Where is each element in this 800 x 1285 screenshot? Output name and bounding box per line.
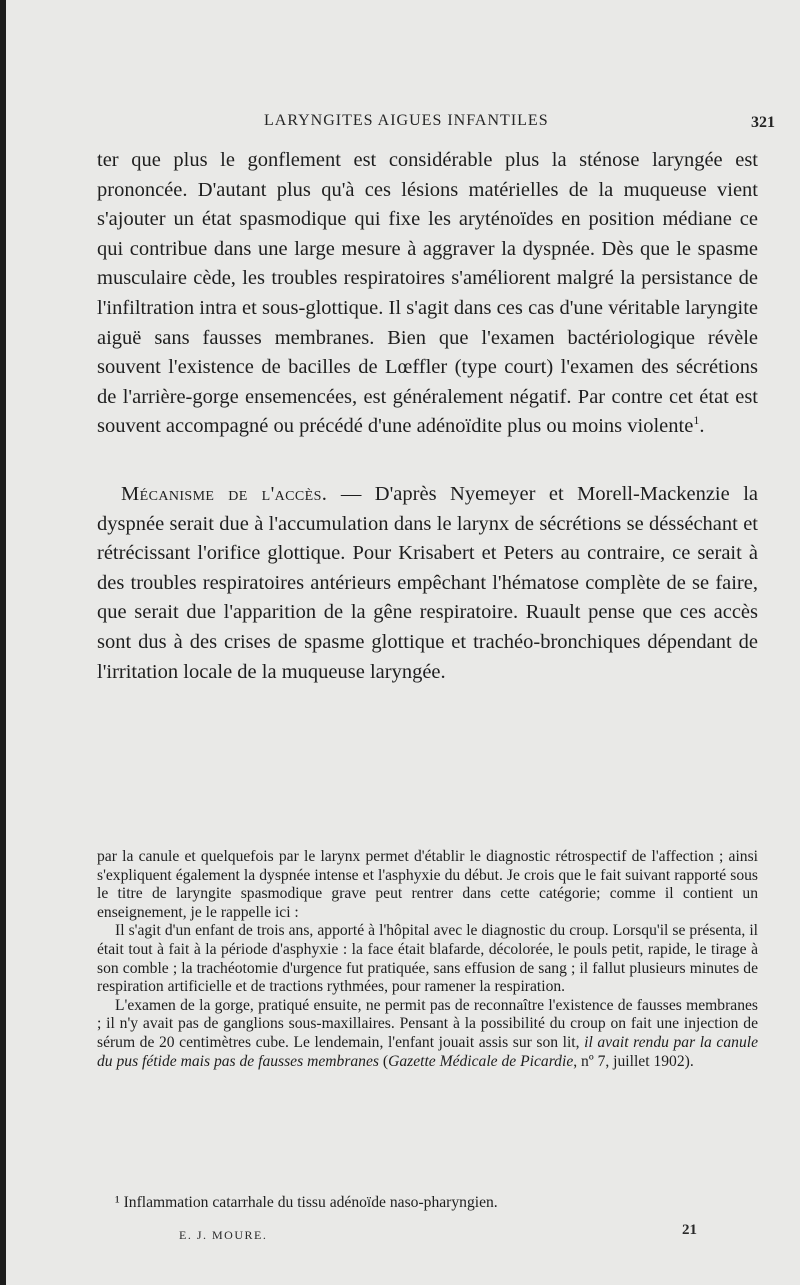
paragraph-text: — D'après Nyemeyer et Morell-Mackenzie la dyspnée serait due à l'accumulation dans le larynx de sécrétions se désséchant et rétrécissant l'orifice glottique. Pour Krisabert et Peters au contraire, ce serait à des troubles respiratoires antérieurs empêchant l'hématose complète de se faire, que serait due l'apparition de la gêne respiratoire. Ruault pense que ces accès sont dus à des crises de spasme glottique et trachéo-bronchiques dépendant de l'irritation locale de la muqueuse laryngée. (97, 482, 758, 683)
body-paragraph (97, 480, 758, 687)
running-head (6, 112, 800, 136)
footnote-paragraph (97, 997, 758, 1071)
footnote-text: L'examen de la gorge, pratiqué ensuite, ne permit pas de reconnaître l'existence de fausses membranes ; il n'y avait pas de ganglions sous-maxillaires. Pensant à la possibilité du croup on fait une injection de sérum de 20 centimètres cube. Le lendemain, l'enfant jouait assis sur son lit, (97, 996, 758, 1051)
book-page (6, 0, 800, 1285)
section-heading: Mécanisme de l'accès. (121, 482, 328, 505)
page-number: 321 (751, 114, 775, 131)
footnote-paragraph: par la canule et quelquefois par le larynx permet d'établir le diagnostic rétrospectif de l'affection ; ainsi s'expliquent également la dyspnée intense et l'asphyxie du début. Je crois que le fait suivant rapporté sous le titre de laryngite spasmodique grave peut rentrer dans cette catégorie; comme il contient un enseignement, je le rappelle ici : (97, 848, 758, 921)
footnote-source: Gazette Médicale de Picardie (388, 1052, 574, 1070)
signature-number: 21 (682, 1222, 697, 1238)
footnote-text: ( (378, 1052, 389, 1070)
body-paragraph (97, 146, 758, 442)
footnote-paragraph: Il s'agit d'un enfant de trois ans, apporté à l'hôpital avec le diagnostic du croup. Lorsqu'il se présenta, il était tout à fait à la période d'asphyxie : la face était blafarde, décolorée, le pouls petit, rapide, le tirage à son comble ; la trachéotomie d'urgence fut pratiquée, sans effusion de sang ; il fallut plusieurs minutes de respiration artificielle et de tractions rythmées, pour ramener la respiration. (97, 922, 758, 996)
running-title: LARYNGITES AIGUES INFANTILES (264, 112, 549, 129)
footnote-text: , nº 7, juillet 1902). (573, 1052, 694, 1070)
footnote-quote: il avait rendu par la canule du pus fétide mais pas de fausses membranes (97, 1033, 758, 1070)
main-text (97, 146, 758, 687)
footnote-block (97, 848, 758, 1071)
paragraph-text: ter que plus le gonflement est considérable plus la sténose laryngée est prononcée. D'autant plus qu'à ces lésions matérielles de la muqueuse vient s'ajouter un état spasmodique qui fixe les aryténoïdes en position médiane ce qui contribue dans une large mesure à aggraver la dyspnée. Dès que le spasme musculaire cède, les troubles respiratoires s'améliorent malgré la persistance de l'infiltration intra et sous-glottique. Il s'agit dans ces cas d'une véritable laryngite aiguë sans fausses membranes. Bien que l'examen bactériologique révèle souvent l'existence de bacilles de Lœffler (type court) l'examen des sécrétions de l'arrière-gorge ensemencées, est généralement négatif. Par contre cet état est souvent accompagné ou précédé d'une adénoïdite plus ou moins violente (97, 149, 758, 438)
footnote-note: ¹ Inflammation catarrhale du tissu adénoïde naso-pharyngien. (115, 1194, 498, 1211)
footnote-reference: 1 (693, 413, 700, 428)
paragraph-end: . (699, 415, 705, 438)
signature-author: E. J. MOURE. (179, 1228, 268, 1242)
